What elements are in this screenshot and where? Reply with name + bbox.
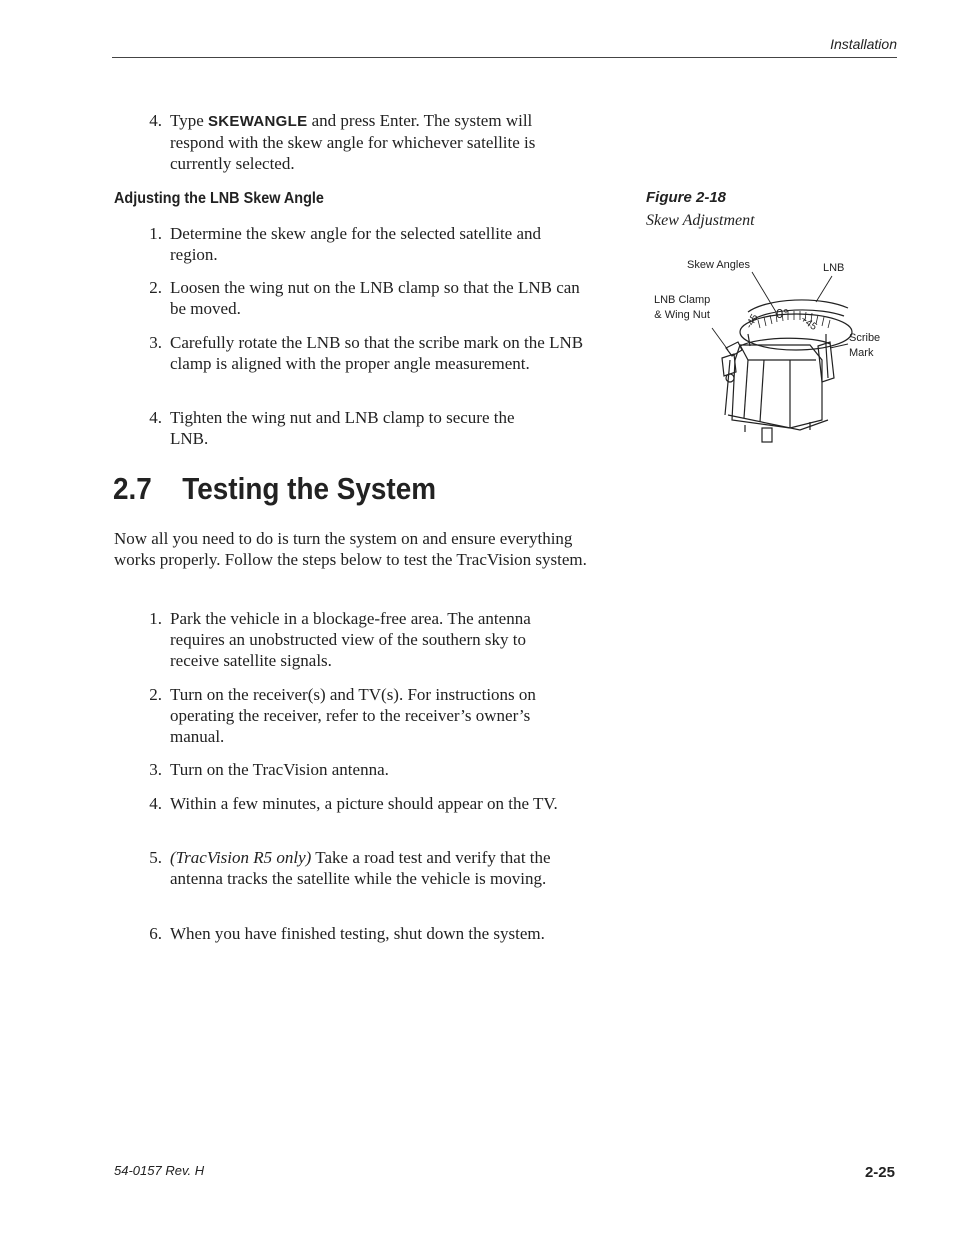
step-text: Turn on the TracVision antenna.	[170, 760, 389, 779]
step-number: 5.	[149, 848, 162, 867]
step-text: When you have finished testing, shut down the system.	[170, 924, 545, 943]
dial-zero-label: 0°	[776, 306, 789, 321]
step-text: Turn on the receiver(s) and TV(s). For instructions on operating the receiver, refer to the receiver’s owner’s manual.	[170, 685, 536, 746]
section-title	[113, 471, 436, 507]
subsection-heading: Adjusting the LNB Skew Angle	[114, 190, 324, 207]
list-item	[114, 110, 574, 174]
step-text: Loosen the wing nut on the LNB clamp so that the LNB can be moved.	[170, 278, 580, 318]
running-head: Installation	[830, 36, 897, 52]
step-text: Type SKEWANGLE and press Enter. The system will respond with the skew angle for whichever satellite is currently selected.	[170, 111, 536, 173]
document-number: 54-0157 Rev. H	[114, 1163, 205, 1178]
model-note: (TracVision R5 only)	[170, 848, 312, 867]
page-number: 2-25	[864, 1164, 895, 1181]
callout-lnb-clamp: LNB Clamp & Wing Nut	[654, 294, 711, 321]
step-number: 1.	[149, 609, 162, 628]
step-number: 3.	[149, 333, 162, 352]
dial-minus-label: -45	[743, 312, 761, 331]
step-text: Tighten the wing nut and LNB clamp to secure the LNB.	[170, 408, 515, 448]
command-text: SKEWANGLE	[208, 113, 308, 130]
skew-adjustment-figure	[640, 250, 900, 450]
step-text: Within a few minutes, a picture should appear on the TV.	[170, 794, 558, 813]
callout-lnb: LNB	[823, 262, 845, 274]
step-number: 2.	[149, 278, 162, 297]
step-number: 3.	[149, 760, 162, 779]
section-title-text: Testing the System	[182, 471, 437, 506]
header-rule	[112, 57, 897, 58]
callout-scribe-mark: Scribe Mark	[849, 332, 881, 359]
callout-skew-angles: Skew Angles	[687, 259, 750, 271]
step-number: 2.	[149, 685, 162, 704]
section-intro: Now all you need to do is turn the system on and ensure everything works properly. Follow the steps below to test the TracVision system.	[114, 529, 587, 569]
step-number: 4.	[149, 794, 162, 813]
section-number: 2.7	[113, 471, 152, 506]
figure-label: Figure 2-18	[646, 189, 727, 206]
step-text: (TracVision R5 only) Take a road test and verify that the antenna tracks the satellite while the vehicle is moving.	[170, 848, 551, 888]
step-text: Park the vehicle in a blockage-free area. The antenna requires an unobstructed view of the southern sky to receive satellite signals.	[170, 609, 531, 670]
dial-plus-label: +45	[798, 314, 819, 333]
step-text: Carefully rotate the LNB so that the scribe mark on the LNB clamp is aligned with the proper angle measurement.	[170, 333, 584, 373]
step-text: Determine the skew angle for the selected satellite and region.	[170, 224, 542, 264]
step-number: 6.	[149, 924, 162, 943]
step-number: 1.	[149, 224, 162, 243]
figure-caption: Skew Adjustment	[646, 212, 755, 229]
step-number: 4.	[149, 111, 162, 130]
step-number: 4.	[149, 408, 162, 427]
